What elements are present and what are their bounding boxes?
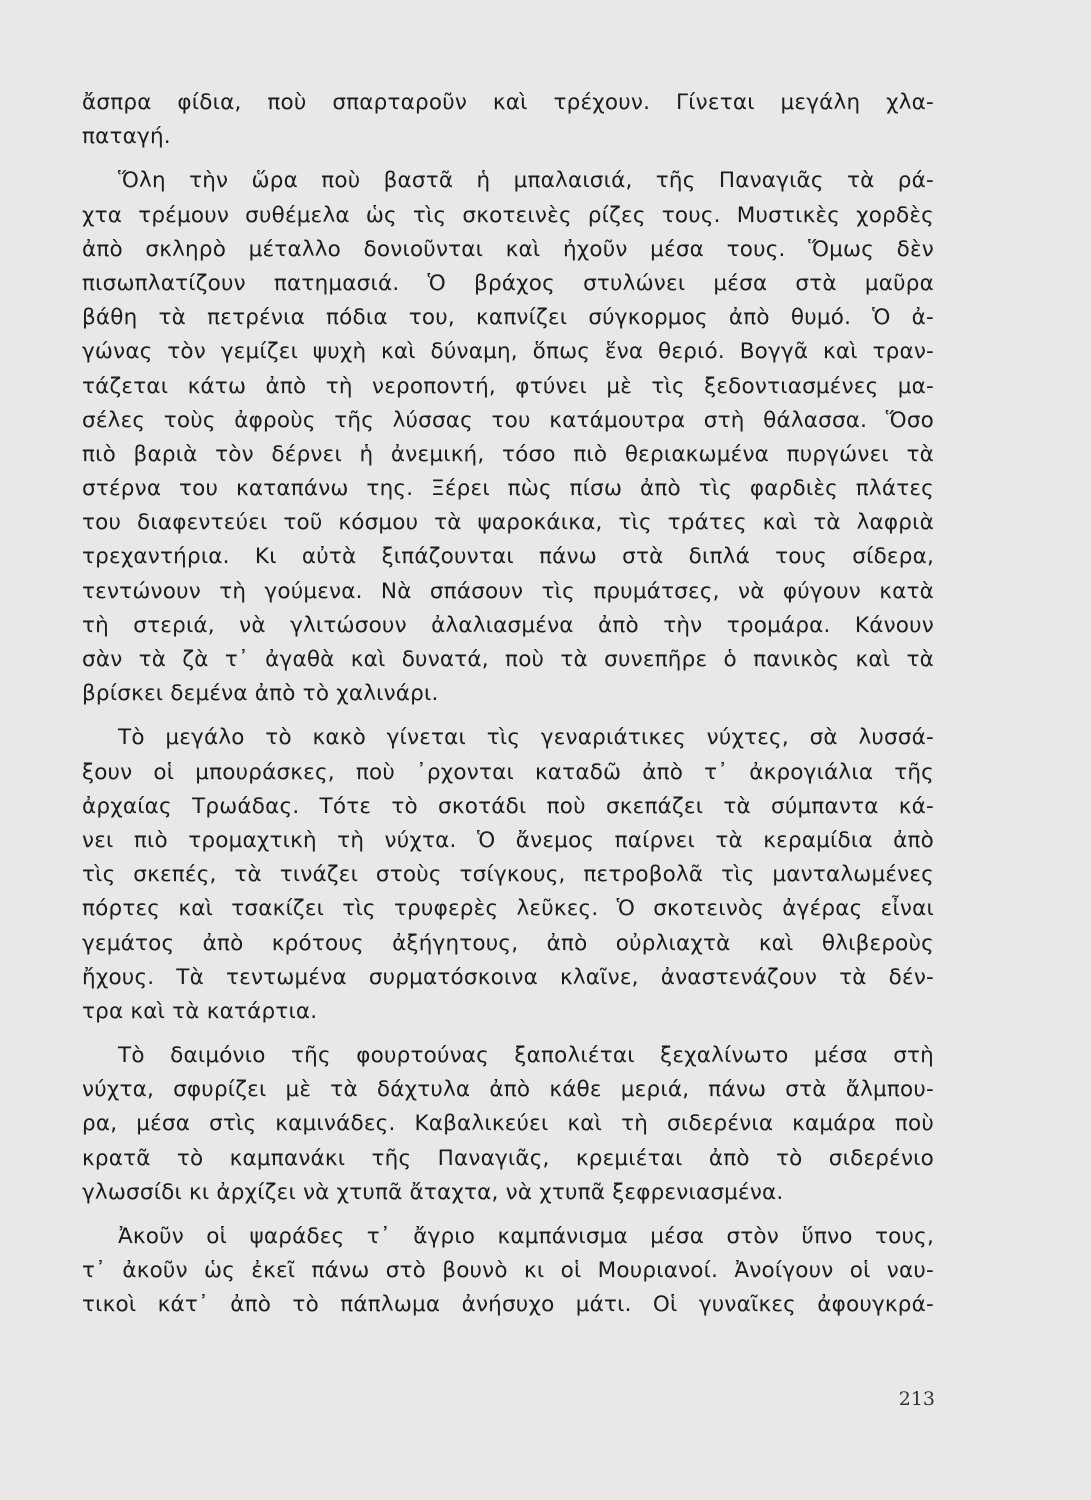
text-line: Τὸ δαιμόνιο τῆς φουρτούνας ξαπολιέται ξεχαλίνωτο μέσα στὴ (118, 1043, 934, 1069)
text-line: τεντώνουν τὴ γούμενα. Νὰ σπάσουν τὶς πρυμάτσες, νὰ φύγουν κατὰ (82, 578, 934, 604)
text-line: βρίσκει δεμένα ἀπὸ τὸ χαλινάρι. (82, 681, 439, 707)
text-line: κρατᾶ τὸ καμπανάκι τῆς Παναγιᾶς, κρεμιέται ἀπὸ τὸ σιδερένιο (82, 1145, 934, 1171)
text-line: Ἀκοῦν οἱ ψαράδες τ᾽ ἄγριο καμπάνισμα μέσα στὸν ὕπνο τους, (118, 1224, 934, 1249)
text-line: Τὸ μεγάλο τὸ κακὸ γίνεται τὶς γεναριάτικες νύχτες, σὰ λυσσά- (118, 725, 934, 751)
page-number: 213 (898, 1388, 935, 1410)
body-text (82, 86, 934, 1323)
paragraph-4 (82, 1039, 934, 1210)
text-line: γεμάτος ἀπὸ κρότους ἀξήγητους, ἀπὸ οὐρλιαχτὰ καὶ θλιβεροὺς (82, 930, 934, 956)
text-line: τὶς σκεπές, τὰ τινάζει στοὺς τσίγκους, πετροβολᾶ τὶς μανταλωμένες (82, 862, 934, 888)
text-line: βάθη τὰ πετρένια πόδια του, καπνίζει σύγκορμος ἀπὸ θυμό. Ὁ ἀ- (82, 305, 934, 331)
text-line: ἄσπρα φίδια, ποὺ σπαρταροῦν καὶ τρέχουν. Γίνεται μεγάλη χλα- (82, 90, 934, 115)
text-line: τ᾽ ἀκοῦν ὡς ἐκεῖ πάνω στὸ βουνὸ κι οἱ Μουριανοί. Ἀνοίγουν οἱ ναυ- (82, 1258, 934, 1284)
text-line: τικοὶ κάτ᾽ ἀπὸ τὸ πάπλωμα ἀνήσυχο μάτι. Οἱ γυναῖκες ἀφουγκρά- (82, 1292, 934, 1318)
text-line: ἤχους. Τὰ τεντωμένα συρματόσκοινα κλαῖνε, ἀναστενάζουν τὰ δέν- (82, 964, 934, 990)
paragraph-2 (82, 164, 934, 711)
text-line: πόρτες καὶ τσακίζει τὶς τρυφερὲς λεῦκες. Ὁ σκοτεινὸς ἀγέρας εἶναι (82, 896, 934, 922)
paragraph-5 (82, 1220, 934, 1323)
text-line: σέλες τοὺς ἀφροὺς τῆς λύσσας του κατάμουτρα στὴ θάλασσα. Ὅσο (82, 407, 934, 433)
text-line: γώνας τὸν γεμίζει ψυχὴ καὶ δύναμη, ὅπως ἕνα θεριό. Βογγᾶ καὶ τραν- (82, 339, 934, 365)
text-line: πιὸ βαριὰ τὸν δέρνει ἡ ἀνεμική, τόσο πιὸ θεριακωμένα πυργώνει τὰ (82, 441, 934, 467)
paragraph-1 (82, 86, 934, 154)
text-line: ρα, μέσα στὶς καμινάδες. Καβαλικεύει καὶ τὴ σιδερένια καμάρα ποὺ (82, 1111, 934, 1137)
text-line: παταγή. (82, 124, 171, 150)
text-line: Ὅλη τὴν ὥρα ποὺ βαστᾶ ἡ μπαλαισιά, τῆς Παναγιᾶς τὰ ρά- (118, 168, 934, 194)
text-line: τρεχαντήρια. Κι αὐτὰ ξιπάζουνται πάνω στὰ διπλά τους σίδερα, (82, 544, 934, 570)
text-line: νει πιὸ τρομαχτικὴ τὴ νύχτα. Ὁ ἄνεμος παίρνει τὰ κεραμίδια ἀπὸ (82, 827, 934, 853)
text-line: τὴ στεριά, νὰ γλιτώσουν ἀλαλιασμένα ἀπὸ τὴν τρομάρα. Κάνουν (82, 612, 934, 638)
text-line: νύχτα, σφυρίζει μὲ τὰ δάχτυλα ἀπὸ κάθε μεριά, πάνω στὰ ἄλμπου- (82, 1077, 934, 1103)
text-line: ξουν οἱ μπουράσκες, ποὺ ᾽ρχονται καταδῶ ἀπὸ τ᾽ ἀκρογιάλια τῆς (82, 759, 934, 785)
text-line: πισωπλατίζουν πατημασιά. Ὁ βράχος στυλώνει μέσα στὰ μαῦρα (82, 270, 934, 296)
text-line: του διαφεντεύει τοῦ κόσμου τὰ ψαροκάικα, τὶς τράτες καὶ τὰ λαφριὰ (82, 510, 934, 536)
text-line: σὰν τὰ ζὰ τ᾽ ἀγαθὰ καὶ δυνατά, ποὺ τὰ συνεπῆρε ὁ πανικὸς καὶ τὰ (82, 647, 934, 672)
text-line: στέρνα του καταπάνω της. Ξέρει πὼς πίσω ἀπὸ τὶς φαρδιὲς πλάτες (82, 476, 934, 502)
text-line: ἀρχαίας Τρωάδας. Τότε τὸ σκοτάδι ποὺ σκεπάζει τὰ σύμπαντα κά- (82, 793, 934, 819)
text-line: γλωσσίδι κι ἀρχίζει νὰ χτυπᾶ ἄταχτα, νὰ χτυπᾶ ξεφρενιασμένα. (82, 1179, 784, 1205)
paragraph-3 (82, 721, 934, 1029)
text-line: τρα καὶ τὰ κατάρτια. (82, 998, 318, 1024)
text-line: τάζεται κάτω ἀπὸ τὴ νεροποντή, φτύνει μὲ τὶς ξεδοντιασμένες μα- (82, 373, 934, 399)
text-line: ἀπὸ σκληρὸ μέταλλο δονιοῦνται καὶ ἠχοῦν μέσα τους. Ὅμως δὲν (82, 236, 934, 262)
text-line: χτα τρέμουν συθέμελα ὡς τὶς σκοτεινὲς ρίζες τους. Μυστικὲς χορδὲς (82, 202, 934, 228)
